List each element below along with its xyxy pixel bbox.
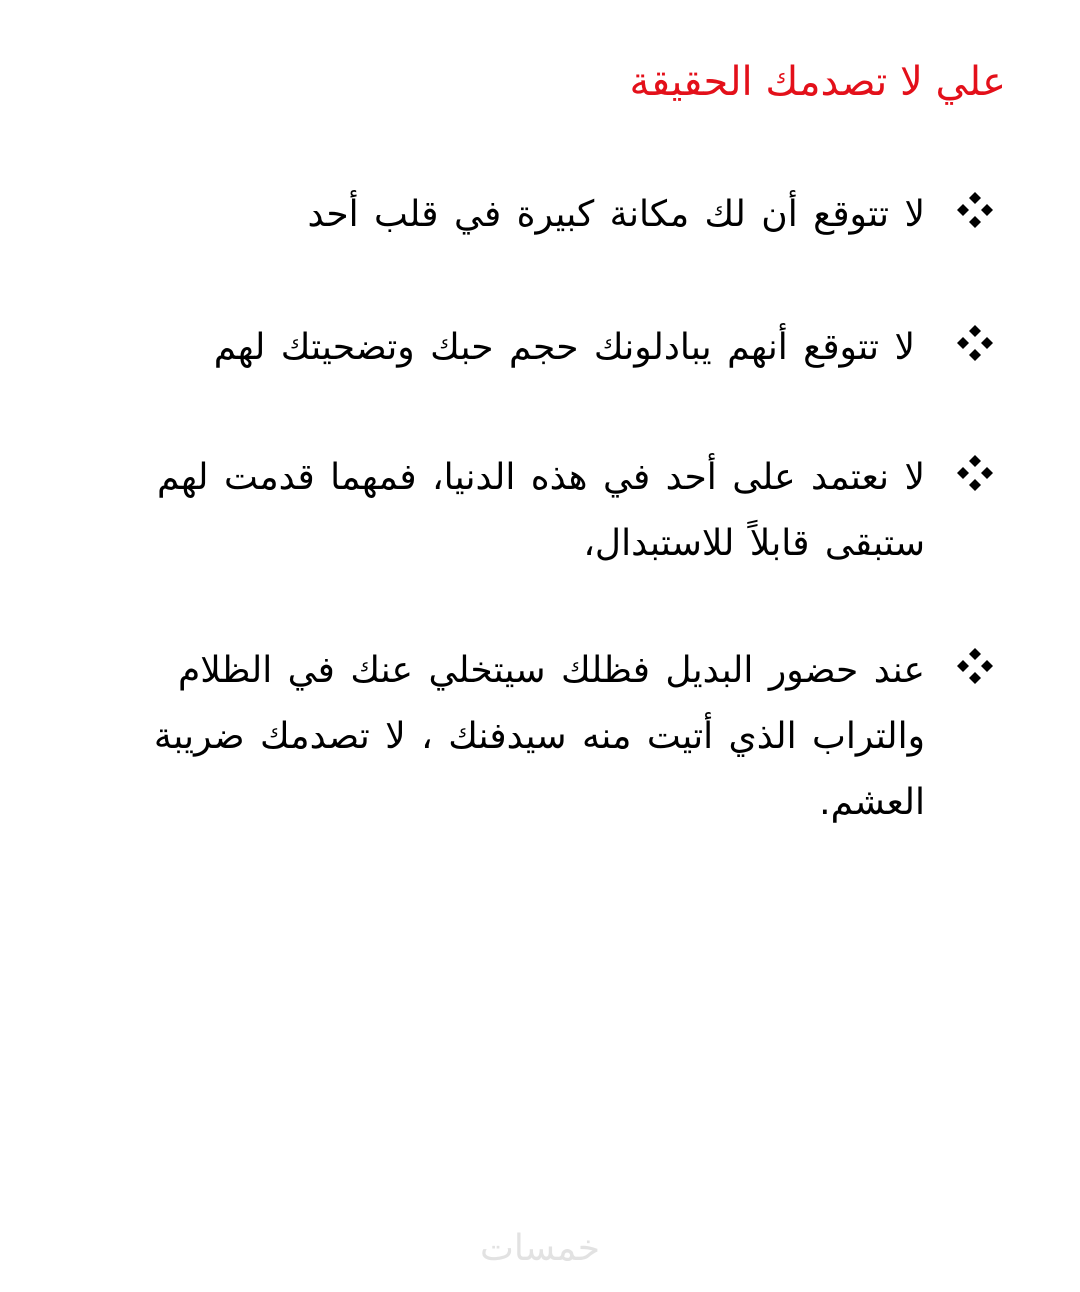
item-text: عند حضور البديل فظلك سيتخلي عنك في الظلام والتراب الذي أتيت منه سيدفنك ، لا تصدمك ضريبة العشم. — [153, 650, 925, 823]
list-item — [80, 182, 925, 248]
four-diamond-bullet-icon — [955, 646, 995, 686]
four-diamond-bullet-icon — [955, 323, 995, 363]
item-text: لا نعتمد على أحد في هذه الدنيا، فمهما قدمت لهم ستبقى قابلاً للاستبدال، — [157, 457, 925, 564]
watermark: خمسات — [479, 1228, 601, 1269]
item-text: لا تتوقع أن لك مكانة كبيرة في قلب أحد — [307, 194, 925, 235]
list-item — [80, 315, 915, 381]
four-diamond-bullet-icon — [955, 190, 995, 230]
four-diamond-bullet-icon — [955, 453, 995, 493]
page-title: علي لا تصدمك الحقيقة — [629, 59, 1006, 105]
list-item — [80, 638, 925, 836]
list-item — [80, 445, 925, 577]
item-text: لا تتوقع أنهم يبادلونك حجم حبك وتضحيتك لهم — [213, 327, 915, 368]
